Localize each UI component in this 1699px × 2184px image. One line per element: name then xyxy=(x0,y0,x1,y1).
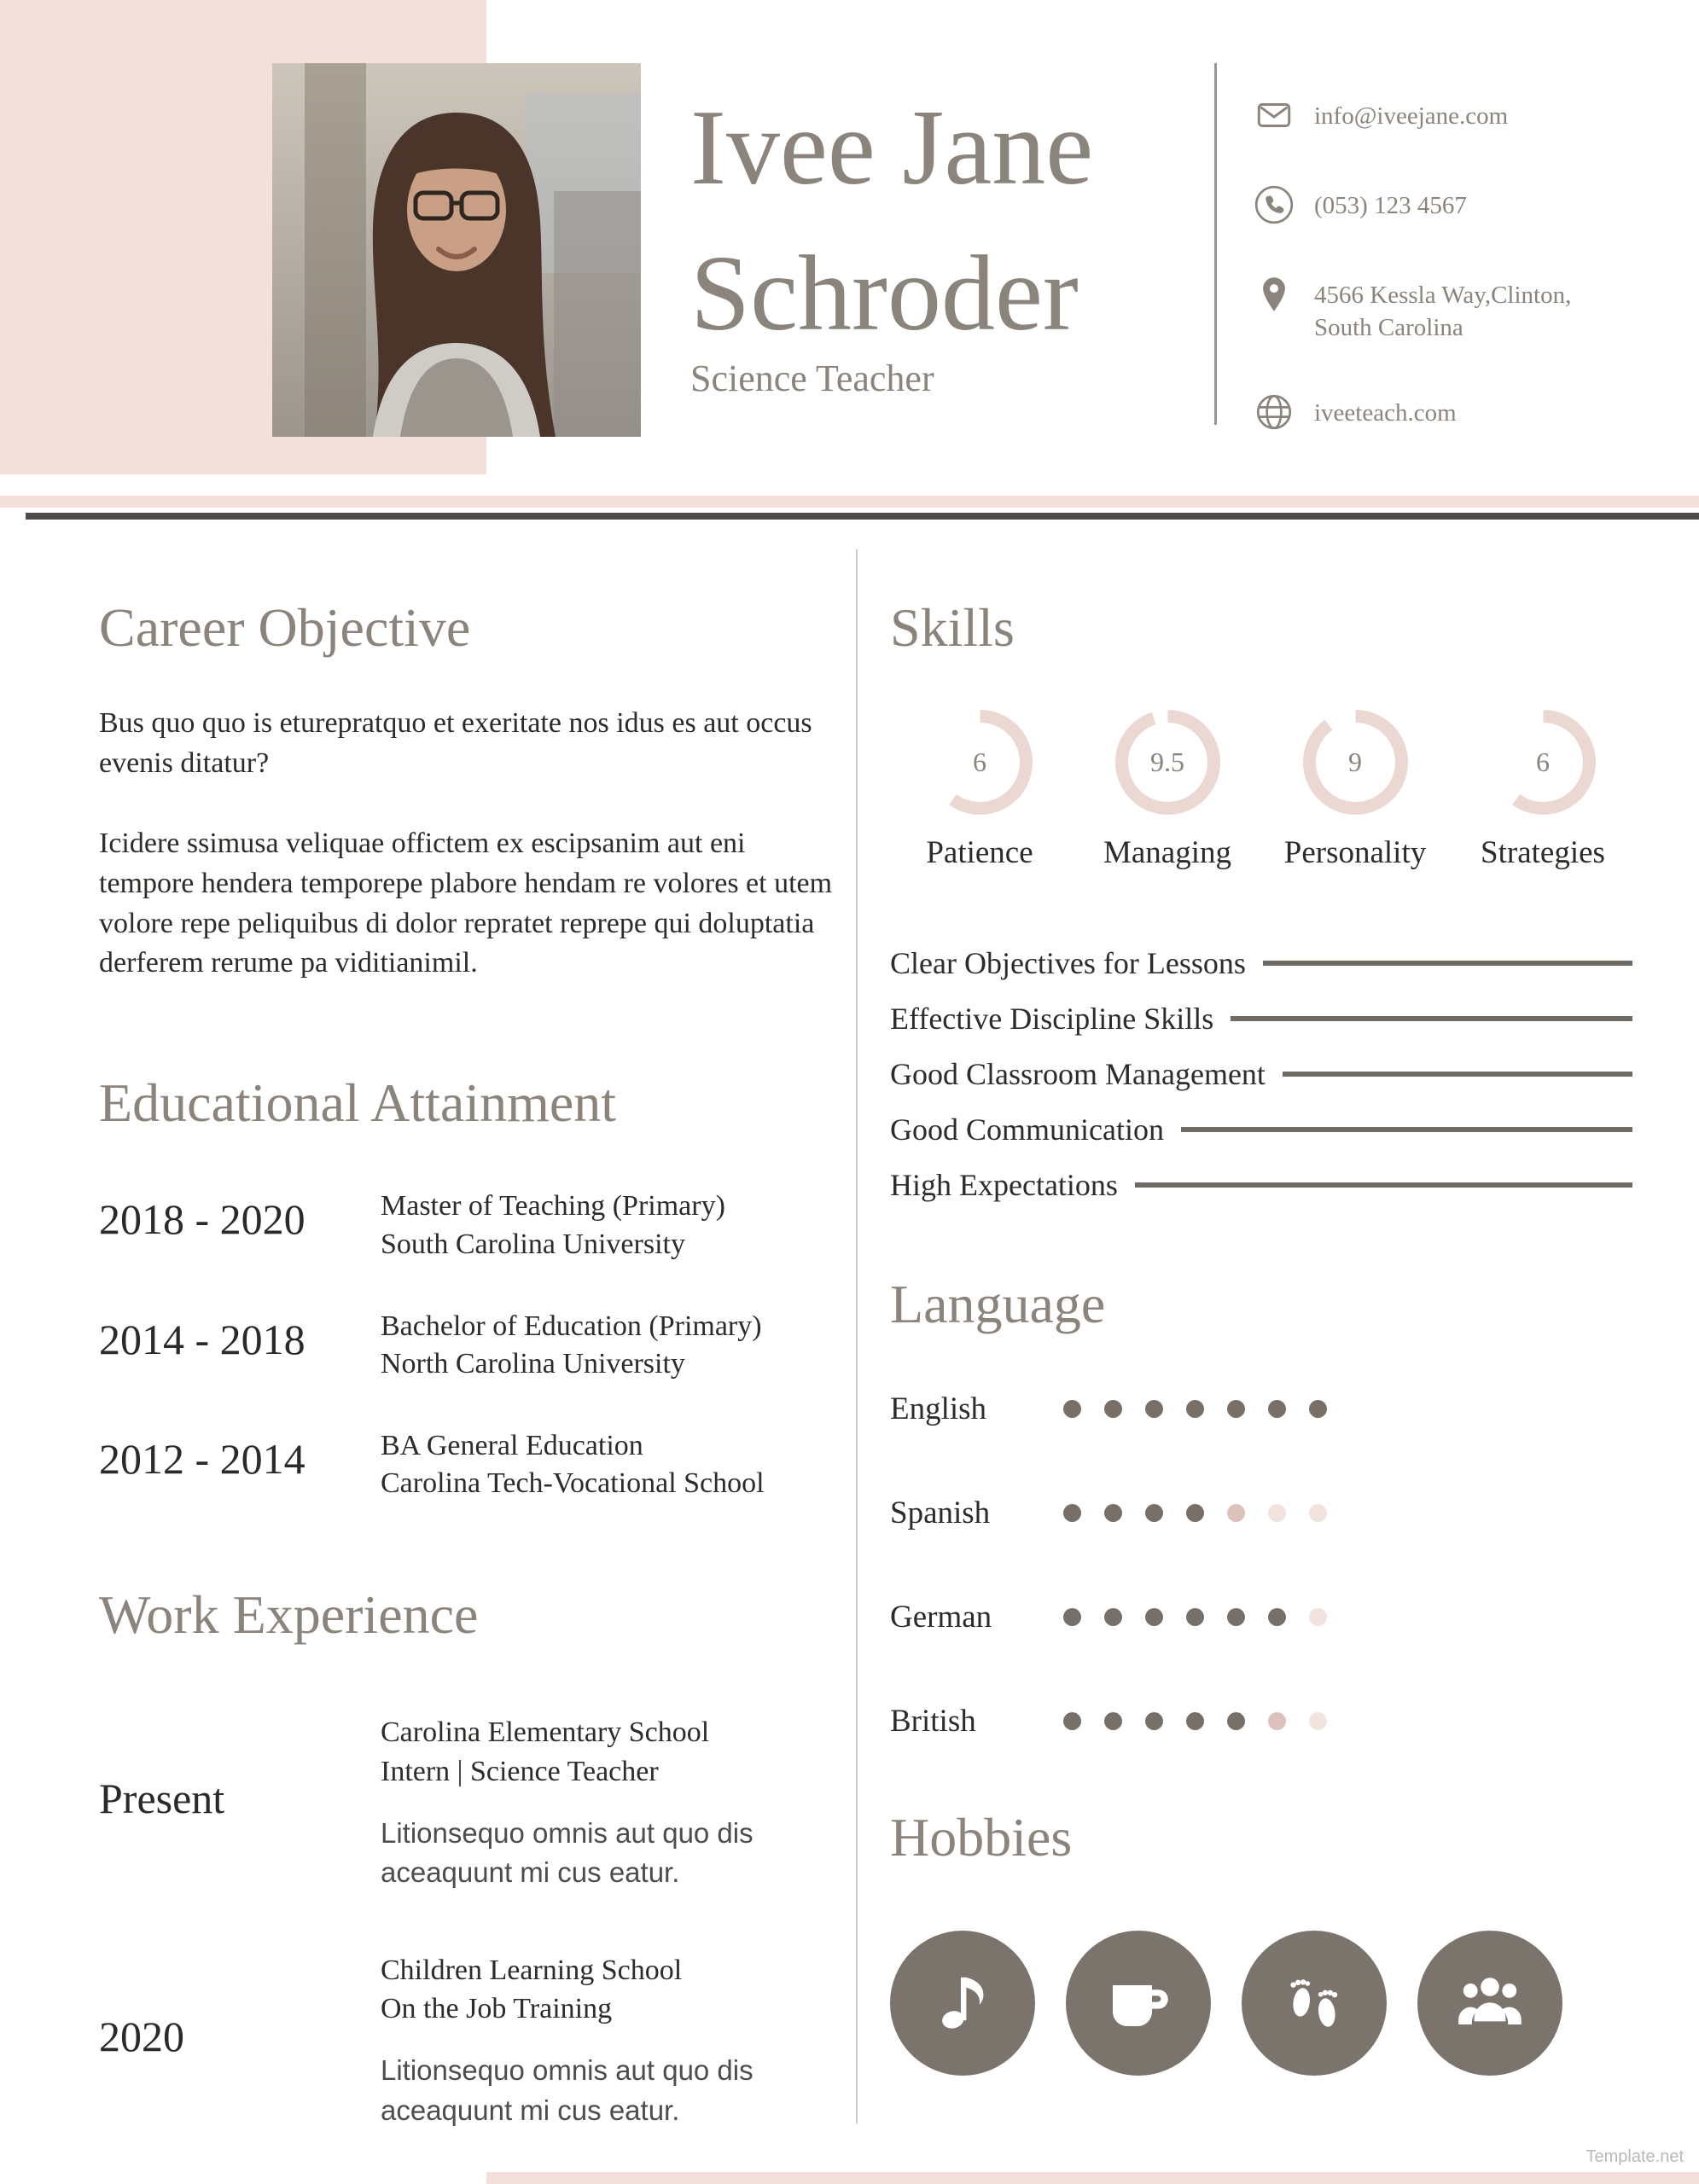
footprints-icon xyxy=(1273,1960,1355,2046)
hobby-walking xyxy=(1242,1931,1387,2076)
work-period: Present xyxy=(99,1774,225,1823)
left-column xyxy=(99,597,835,2130)
level-dot xyxy=(1104,1712,1122,1730)
profile-photo xyxy=(272,63,641,437)
level-dot xyxy=(1063,1608,1081,1626)
level-dot xyxy=(1268,1712,1286,1730)
level-dot xyxy=(1268,1608,1286,1626)
education-entry xyxy=(99,1188,835,1263)
level-dot xyxy=(1063,1400,1081,1418)
level-dot xyxy=(1227,1712,1245,1730)
name-line-1: Ivee Jane xyxy=(690,89,1094,207)
gauge-label: Personality xyxy=(1283,834,1427,870)
level-dot xyxy=(1063,1712,1081,1730)
column-divider xyxy=(856,549,858,2123)
level-dot xyxy=(1186,1400,1204,1418)
gauge-ring xyxy=(927,709,1033,816)
skill-bar-line xyxy=(1231,1016,1632,1021)
divider-dark-bar xyxy=(26,513,1699,520)
skill-gauge-strategies xyxy=(1453,709,1632,871)
gauge-value: 6 xyxy=(1536,746,1550,777)
skill-bar xyxy=(890,1166,1632,1204)
gauge-value: 9.5 xyxy=(1150,746,1184,777)
hobby-coffee xyxy=(1066,1931,1211,2076)
gauge-ring xyxy=(1490,709,1597,816)
contact-address xyxy=(1253,273,1571,344)
work-employer: Carolina Elementary School xyxy=(381,1716,710,1749)
phone-icon xyxy=(1253,183,1295,226)
education-degree: Bachelor of Education (Primary) xyxy=(381,1310,762,1342)
level-dot xyxy=(1227,1400,1245,1418)
gauge-value: 6 xyxy=(973,746,986,777)
level-dot xyxy=(1145,1504,1163,1522)
contact-phone-text: (053) 123 4567 xyxy=(1314,192,1467,219)
skill-bar-label: Good Communication xyxy=(890,1112,1164,1147)
work-role: On the Job Training xyxy=(381,1993,613,2025)
header-divider xyxy=(1214,63,1217,425)
level-dot xyxy=(1309,1400,1327,1418)
bottom-accent-strip xyxy=(486,2172,1699,2184)
work-entry xyxy=(99,1713,835,1892)
education-heading: Educational Attainment xyxy=(99,1072,617,1134)
skill-bar-label: Clear Objectives for Lessons xyxy=(890,945,1246,980)
language-level-dots xyxy=(1063,1400,1327,1418)
level-dot xyxy=(1268,1400,1286,1418)
level-dot xyxy=(1227,1504,1245,1522)
level-dot xyxy=(1104,1400,1122,1418)
level-dot xyxy=(1227,1608,1245,1626)
level-dot xyxy=(1186,1504,1204,1522)
work-title xyxy=(381,1713,835,1792)
skill-gauges xyxy=(890,709,1632,871)
level-dot xyxy=(1186,1608,1204,1626)
coffee-cup-icon xyxy=(1097,1960,1179,2046)
level-dot xyxy=(1145,1400,1163,1418)
contact-website xyxy=(1253,391,1571,433)
gauge-label: Managing xyxy=(1103,834,1232,870)
education-entry xyxy=(99,1427,835,1502)
level-dot xyxy=(1063,1504,1081,1522)
language-row-english xyxy=(890,1391,1632,1428)
language-name: English xyxy=(890,1391,987,1427)
skill-bar-label: High Expectations xyxy=(890,1167,1118,1202)
skill-bar-line xyxy=(1181,1127,1632,1132)
work-role: Intern | Science Teacher xyxy=(381,1756,659,1788)
level-dot xyxy=(1145,1712,1163,1730)
work-title xyxy=(381,1951,835,2030)
work-period: 2020 xyxy=(99,2012,184,2060)
divider-accent-bar xyxy=(0,496,1699,508)
skill-bar-list xyxy=(890,944,1632,1204)
right-column xyxy=(890,597,1632,2076)
language-level-dots xyxy=(1063,1608,1327,1626)
skill-gauge-managing xyxy=(1078,709,1257,871)
gauge-ring xyxy=(1114,709,1221,816)
education-school: Carolina Tech-Vocational School xyxy=(381,1467,765,1500)
education-description xyxy=(381,1427,765,1502)
contact-address-line2: South Carolina xyxy=(1314,313,1463,341)
hobby-music xyxy=(890,1931,1035,2076)
language-name: Spanish xyxy=(890,1496,991,1531)
location-icon xyxy=(1253,273,1295,316)
skill-bar-label: Effective Discipline Skills xyxy=(890,1001,1214,1036)
hobby-list xyxy=(890,1931,1632,2076)
hobbies-heading: Hobbies xyxy=(890,1806,1073,1867)
contact-address-line1: 4566 Kessla Way,Clinton, xyxy=(1314,282,1572,309)
gauge-value: 9 xyxy=(1348,746,1362,777)
level-dot xyxy=(1104,1608,1122,1626)
education-years: 2018 - 2020 xyxy=(99,1195,305,1244)
person-name xyxy=(690,75,1093,368)
language-row-spanish xyxy=(890,1495,1632,1532)
language-name: British xyxy=(890,1704,976,1740)
work-employer: Children Learning School xyxy=(381,1954,683,1986)
career-objective-paragraph: Bus quo quo is eturepratquo et exeritate nos idus es aut occus evenis ditatur? xyxy=(99,706,812,779)
hobby-community xyxy=(1417,1931,1562,2076)
level-dot xyxy=(1309,1608,1327,1626)
skill-bar xyxy=(890,944,1632,982)
skill-bar-line xyxy=(1283,1072,1632,1077)
level-dot xyxy=(1309,1712,1327,1730)
language-list xyxy=(890,1391,1632,1740)
skill-bar xyxy=(890,1000,1632,1037)
language-row-german xyxy=(890,1599,1632,1636)
skill-bar-label: Good Classroom Management xyxy=(890,1056,1266,1091)
work-description: Litionsequo omnis aut quo dis aceaquunt mi cus eatur. xyxy=(381,1817,753,1889)
education-description xyxy=(381,1308,762,1383)
education-list xyxy=(99,1188,835,1502)
education-degree: BA General Education xyxy=(381,1430,643,1462)
work-experience-heading: Work Experience xyxy=(99,1584,479,1646)
name-line-2: Schroder xyxy=(690,235,1079,354)
education-school: North Carolina University xyxy=(381,1347,685,1380)
language-name: German xyxy=(890,1600,992,1635)
work-experience-list xyxy=(99,1713,835,2129)
skill-gauge-patience xyxy=(890,709,1069,871)
gauge-label: Patience xyxy=(926,834,1033,870)
contact-phone xyxy=(1253,183,1571,226)
education-description xyxy=(381,1188,725,1263)
email-icon xyxy=(1253,94,1295,136)
skill-bar xyxy=(890,1111,1632,1148)
gauge-ring xyxy=(1302,709,1409,816)
education-school: South Carolina University xyxy=(381,1228,685,1260)
level-dot xyxy=(1268,1504,1286,1522)
people-icon xyxy=(1449,1960,1531,2046)
gauge-label: Strategies xyxy=(1481,834,1605,870)
level-dot xyxy=(1145,1608,1163,1626)
contact-email xyxy=(1253,94,1571,136)
globe-icon xyxy=(1253,391,1295,433)
skill-bar-line xyxy=(1263,961,1632,966)
language-level-dots xyxy=(1063,1712,1327,1730)
level-dot xyxy=(1186,1712,1204,1730)
music-note-icon xyxy=(922,1960,1004,2046)
education-degree: Master of Teaching (Primary) xyxy=(381,1190,725,1223)
work-description: Litionsequo omnis aut quo dis aceaquunt mi cus eatur. xyxy=(381,2054,753,2126)
skill-bar xyxy=(890,1055,1632,1093)
education-years: 2012 - 2014 xyxy=(99,1435,305,1484)
career-objective-paragraph: Icidere ssimusa veliquae offictem ex escipsanim aut eni tempore hendera temporepe plabore hendam re volores et utem volore repe peliquibus di dolor repratet reprepe qui doluptatia derferem rerume pa viditianimil. xyxy=(99,827,833,979)
career-objective-heading: Career Objective xyxy=(99,597,471,658)
job-title: Science Teacher xyxy=(690,357,934,399)
level-dot xyxy=(1309,1504,1327,1522)
skill-gauge-personality xyxy=(1266,709,1445,871)
level-dot xyxy=(1104,1504,1122,1522)
language-level-dots xyxy=(1063,1504,1327,1522)
language-row-british xyxy=(890,1703,1632,1740)
education-years: 2014 - 2018 xyxy=(99,1315,305,1363)
skills-heading: Skills xyxy=(890,597,1015,658)
education-entry xyxy=(99,1308,835,1383)
contact-email-text: info@iveejane.com xyxy=(1314,102,1509,130)
watermark: Template.net xyxy=(1586,2147,1684,2166)
skill-bar-line xyxy=(1135,1182,1632,1188)
contact-website-text: iveeteach.com xyxy=(1314,399,1457,427)
language-heading: Language xyxy=(890,1273,1106,1334)
contact-list xyxy=(1253,94,1571,433)
work-entry xyxy=(99,1951,835,2130)
portrait-illustration xyxy=(272,63,641,437)
